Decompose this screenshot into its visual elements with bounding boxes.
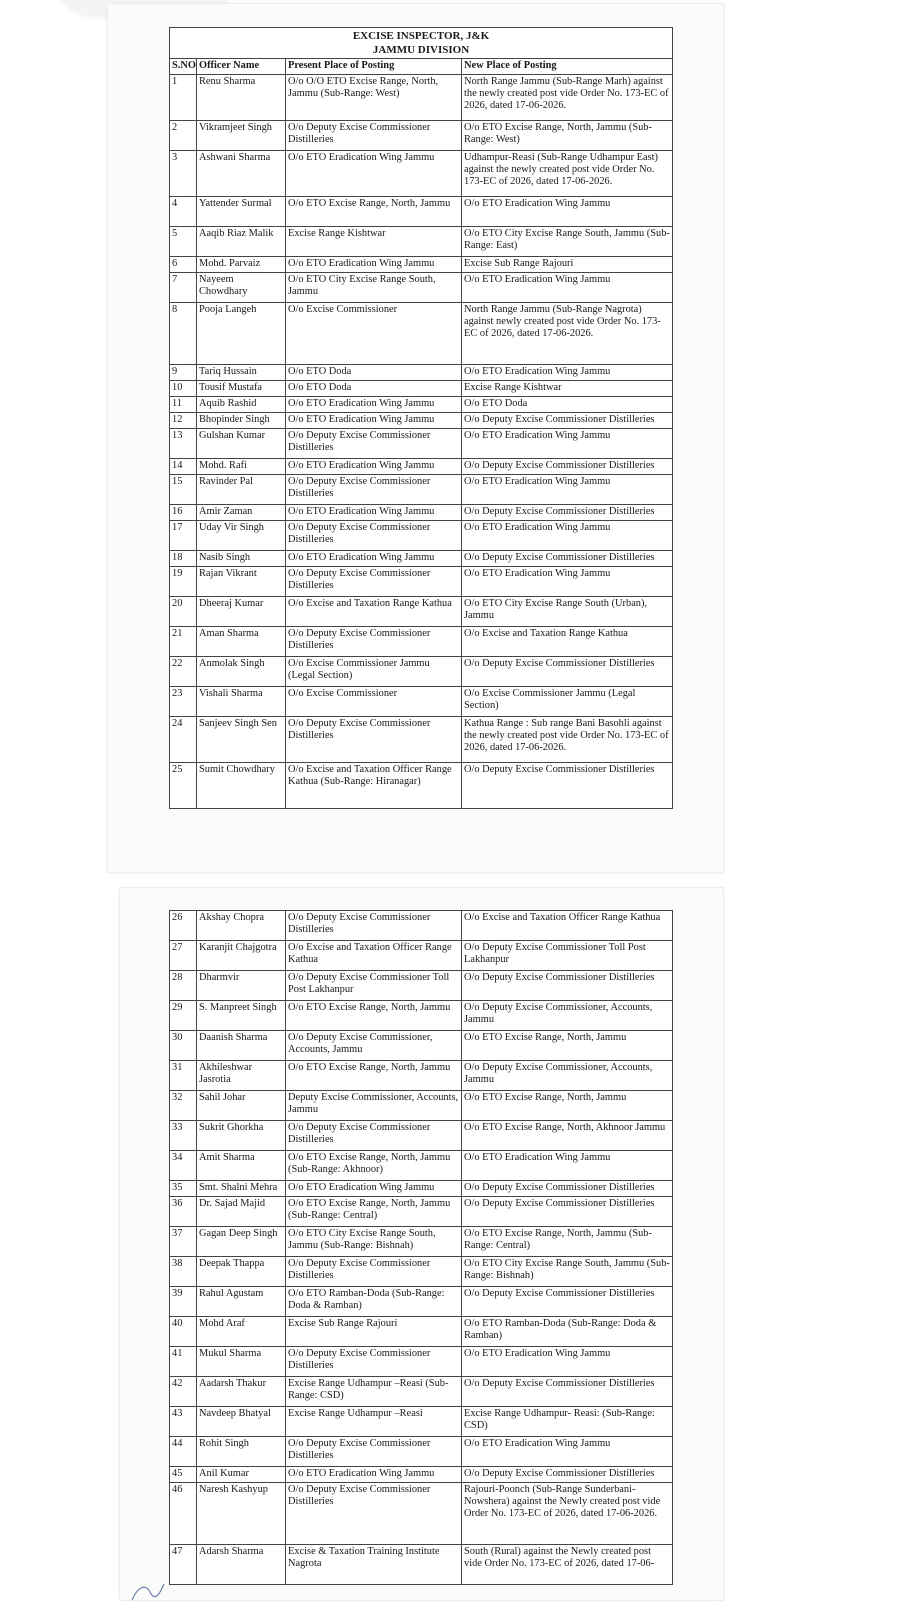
cell-new-posting: O/o ETO Excise Range, North, Jammu [462,1091,673,1121]
cell-officer-name: Mohd. Rafi [197,459,286,475]
cell-new-posting: O/o Excise Commissioner Jammu (Legal Section) [462,687,673,717]
cell-new-posting: O/o ETO Eradication Wing Jammu [462,273,673,303]
cell-present-posting: O/o Excise and Taxation Officer Range Kathua [286,941,462,971]
transfer-table-page-1 [169,27,673,809]
document-page-2 [120,888,723,1600]
cell-new-posting: O/o Deputy Excise Commissioner Distilleries [462,1197,673,1227]
cell-officer-name: Akhileshwar Jasrotia [197,1061,286,1091]
table-row [170,1031,673,1061]
cell-officer-name: Vishali Sharma [197,687,286,717]
cell-present-posting: O/o Excise and Taxation Range Kathua [286,597,462,627]
cell-officer-name: Amir Zaman [197,505,286,521]
col-header-present-posting: Present Place of Posting [286,59,462,75]
cell-sno: 11 [170,397,197,413]
cell-new-posting: O/o ETO Excise Range, North, Jammu (Sub-Range: Central) [462,1227,673,1257]
cell-sno: 26 [170,911,197,941]
cell-present-posting: O/o ETO Eradication Wing Jammu [286,397,462,413]
table-row [170,1483,673,1545]
cell-sno: 32 [170,1091,197,1121]
cell-new-posting: O/o Deputy Excise Commissioner Distilleries [462,459,673,475]
transfer-table-page-2 [169,910,673,1585]
cell-present-posting: Excise Range Kishtwar [286,227,462,257]
cell-present-posting: O/o ETO Doda [286,381,462,397]
table-row [170,687,673,717]
cell-present-posting: O/o ETO Eradication Wing Jammu [286,1181,462,1197]
column-header-row [170,59,673,75]
cell-sno: 28 [170,971,197,1001]
table-row [170,657,673,687]
cell-officer-name: Daanish Sharma [197,1031,286,1061]
cell-new-posting: O/o Deputy Excise Commissioner Toll Post Lakhanpur [462,941,673,971]
cell-new-posting: Excise Sub Range Rajouri [462,257,673,273]
cell-officer-name: Naresh Kashyup [197,1483,286,1545]
table-row [170,1091,673,1121]
cell-new-posting: O/o Deputy Excise Commissioner Distilleries [462,505,673,521]
cell-officer-name: Ravinder Pal [197,475,286,505]
cell-officer-name: Sanjeev Singh Sen [197,717,286,763]
cell-present-posting: O/o Excise Commissioner [286,303,462,365]
cell-present-posting: Excise & Taxation Training Institute Nagrota [286,1545,462,1585]
cell-officer-name: Rahul Agustam [197,1287,286,1317]
cell-present-posting: O/o Deputy Excise Commissioner Distilleries [286,429,462,459]
cell-sno: 1 [170,75,197,121]
cell-present-posting: O/o Deputy Excise Commissioner Distilleries [286,475,462,505]
cell-sno: 27 [170,941,197,971]
cell-new-posting: O/o Deputy Excise Commissioner Distilleries [462,1287,673,1317]
table-row [170,717,673,763]
cell-officer-name: Dr. Sajad Majid [197,1197,286,1227]
cell-officer-name: Uday Vir Singh [197,521,286,551]
cell-new-posting: O/o ETO Eradication Wing Jammu [462,1437,673,1467]
table-row [170,303,673,365]
cell-sno: 47 [170,1545,197,1585]
cell-sno: 15 [170,475,197,505]
cell-sno: 19 [170,567,197,597]
cell-sno: 9 [170,365,197,381]
cell-present-posting: O/o Deputy Excise Commissioner, Accounts, Jammu [286,1031,462,1061]
table-row [170,75,673,121]
cell-present-posting: O/o Deputy Excise Commissioner Distilleries [286,627,462,657]
cell-new-posting: O/o ETO Eradication Wing Jammu [462,197,673,227]
cell-sno: 22 [170,657,197,687]
cell-present-posting: Excise Sub Range Rajouri [286,1317,462,1347]
cell-new-posting: O/o Deputy Excise Commissioner Distilleries [462,657,673,687]
table-row [170,1407,673,1437]
col-header-officer-name: Officer Name [197,59,286,75]
cell-new-posting: Excise Range Kishtwar [462,381,673,397]
cell-sno: 21 [170,627,197,657]
cell-sno: 38 [170,1257,197,1287]
cell-sno: 25 [170,763,197,809]
cell-present-posting: Deputy Excise Commissioner, Accounts, Jammu [286,1091,462,1121]
cell-new-posting: O/o ETO Excise Range, North, Akhnoor Jammu [462,1121,673,1151]
table-row [170,1467,673,1483]
cell-present-posting: O/o Deputy Excise Commissioner Distilleries [286,521,462,551]
cell-present-posting: O/o ETO Eradication Wing Jammu [286,459,462,475]
cell-present-posting: O/o ETO Excise Range, North, Jammu [286,1001,462,1031]
cell-officer-name: Mohd. Parvaiz [197,257,286,273]
cell-new-posting: O/o ETO City Excise Range South (Urban), Jammu [462,597,673,627]
table-row [170,1001,673,1031]
table-row [170,1377,673,1407]
cell-sno: 42 [170,1377,197,1407]
cell-officer-name: Dharmvir [197,971,286,1001]
cell-officer-name: Rohit Singh [197,1437,286,1467]
cell-present-posting: Excise Range Udhampur –Reasi (Sub-Range: CSD) [286,1377,462,1407]
cell-present-posting: O/o ETO Excise Range, North, Jammu [286,197,462,227]
cell-new-posting: Udhampur-Reasi (Sub-Range Udhampur East) against the newly created post vide Order No. 173-EC of 2026, dated 17-06-2026. [462,151,673,197]
cell-sno: 18 [170,551,197,567]
cell-present-posting: O/o ETO Eradication Wing Jammu [286,1467,462,1483]
table-row [170,971,673,1001]
cell-officer-name: Anmolak Singh [197,657,286,687]
cell-new-posting: O/o Deputy Excise Commissioner Distilleries [462,763,673,809]
table-row [170,1151,673,1181]
cell-new-posting: O/o ETO Eradication Wing Jammu [462,365,673,381]
table-row [170,365,673,381]
table-row [170,197,673,227]
cell-new-posting: O/o Deputy Excise Commissioner Distilleries [462,1181,673,1197]
table-body-page-2 [170,911,673,1585]
cell-sno: 10 [170,381,197,397]
cell-officer-name: Aaqib Riaz Malik [197,227,286,257]
table-row [170,911,673,941]
table-row [170,475,673,505]
table-row [170,429,673,459]
cell-sno: 6 [170,257,197,273]
cell-officer-name: Mukul Sharma [197,1347,286,1377]
cell-sno: 3 [170,151,197,197]
table-row [170,413,673,429]
table-row [170,627,673,657]
cell-new-posting: O/o ETO Eradication Wing Jammu [462,521,673,551]
table-row [170,381,673,397]
cell-sno: 34 [170,1151,197,1181]
cell-officer-name: Navdeep Bhatyal [197,1407,286,1437]
cell-sno: 5 [170,227,197,257]
cell-present-posting: O/o ETO City Excise Range South, Jammu (Sub-Range: Bishnah) [286,1227,462,1257]
cell-officer-name: Aquib Rashid [197,397,286,413]
cell-officer-name: Dheeraj Kumar [197,597,286,627]
cell-sno: 41 [170,1347,197,1377]
table-row [170,567,673,597]
cell-new-posting: O/o ETO City Excise Range South, Jammu (Sub-Range: East) [462,227,673,257]
cell-officer-name: Pooja Langeh [197,303,286,365]
cell-officer-name: Sahil Johar [197,1091,286,1121]
cell-new-posting: South (Rural) against the Newly created post vide Order No. 173-EC of 2026, dated 17-06- [462,1545,673,1585]
cell-present-posting: Excise Range Udhampur –Reasi [286,1407,462,1437]
table-row [170,121,673,151]
cell-new-posting: O/o ETO Excise Range, North, Jammu (Sub-Range: West) [462,121,673,151]
cell-new-posting: Excise Range Udhampur- Reasi: (Sub-Range: CSD) [462,1407,673,1437]
table-row [170,1121,673,1151]
cell-officer-name: Sumit Chowdhary [197,763,286,809]
cell-officer-name: Nayeem Chowdhary [197,273,286,303]
table-row [170,459,673,475]
cell-present-posting: O/o ETO Excise Range, North, Jammu (Sub-Range: Central) [286,1197,462,1227]
cell-present-posting: O/o O/O ETO Excise Range, North, Jammu (Sub-Range: West) [286,75,462,121]
cell-sno: 35 [170,1181,197,1197]
cell-sno: 39 [170,1287,197,1317]
cell-sno: 31 [170,1061,197,1091]
cell-sno: 2 [170,121,197,151]
cell-new-posting: O/o ETO Eradication Wing Jammu [462,475,673,505]
cell-present-posting: O/o Deputy Excise Commissioner Distilleries [286,121,462,151]
table-row [170,397,673,413]
cell-new-posting: O/o Deputy Excise Commissioner, Accounts, Jammu [462,1001,673,1031]
cell-officer-name: Aadarsh Thakur [197,1377,286,1407]
cell-new-posting: O/o ETO Eradication Wing Jammu [462,1151,673,1181]
cell-present-posting: O/o Deputy Excise Commissioner Toll Post Lakhanpur [286,971,462,1001]
cell-officer-name: Mohd Araf [197,1317,286,1347]
cell-new-posting: O/o Deputy Excise Commissioner, Accounts, Jammu [462,1061,673,1091]
cell-present-posting: O/o Deputy Excise Commissioner Distilleries [286,717,462,763]
cell-sno: 20 [170,597,197,627]
table-row [170,597,673,627]
title-line-2: JAMMU DIVISION [372,44,470,56]
cell-sno: 29 [170,1001,197,1031]
cell-sno: 16 [170,505,197,521]
cell-present-posting: O/o ETO Eradication Wing Jammu [286,257,462,273]
cell-new-posting: North Range Jammu (Sub-Range Marh) against the newly created post vide Order No. 173-EC of 2026, dated 17-06-2026. [462,75,673,121]
cell-present-posting: O/o Excise Commissioner Jammu (Legal Section) [286,657,462,687]
cell-present-posting: O/o Deputy Excise Commissioner Distilleries [286,911,462,941]
table-row [170,1257,673,1287]
cell-sno: 46 [170,1483,197,1545]
cell-officer-name: Karanjit Chajgotra [197,941,286,971]
cell-sno: 36 [170,1197,197,1227]
table-title-row [170,28,673,59]
cell-present-posting: O/o Deputy Excise Commissioner Distilleries [286,567,462,597]
table-row [170,1227,673,1257]
cell-present-posting: O/o ETO Eradication Wing Jammu [286,505,462,521]
table-row [170,1545,673,1585]
cell-officer-name: Anil Kumar [197,1467,286,1483]
cell-present-posting: O/o Deputy Excise Commissioner Distilleries [286,1257,462,1287]
table-row [170,257,673,273]
cell-sno: 37 [170,1227,197,1257]
cell-new-posting: O/o Deputy Excise Commissioner Distilleries [462,413,673,429]
cell-officer-name: S. Manpreet Singh [197,1001,286,1031]
table-title [170,28,673,59]
cell-present-posting: O/o Deputy Excise Commissioner Distilleries [286,1437,462,1467]
cell-officer-name: Gulshan Kumar [197,429,286,459]
cell-sno: 13 [170,429,197,459]
cell-officer-name: Aman Sharma [197,627,286,657]
cell-present-posting: O/o Excise and Taxation Officer Range Kathua (Sub-Range: Hiranagar) [286,763,462,809]
cell-officer-name: Bhopinder Singh [197,413,286,429]
cell-new-posting: O/o Deputy Excise Commissioner Distilleries [462,551,673,567]
table-row [170,151,673,197]
cell-sno: 24 [170,717,197,763]
cell-new-posting: O/o ETO Eradication Wing Jammu [462,429,673,459]
cell-new-posting: North Range Jammu (Sub-Range Nagrota) against newly created post vide Order No. 173-EC of 2026, dated 17-06-2026. [462,303,673,365]
cell-officer-name: Akshay Chopra [197,911,286,941]
table-body-page-1 [170,75,673,809]
cell-present-posting: O/o ETO Eradication Wing Jammu [286,151,462,197]
cell-sno: 44 [170,1437,197,1467]
cell-sno: 45 [170,1467,197,1483]
cell-new-posting: O/o ETO Eradication Wing Jammu [462,1347,673,1377]
cell-present-posting: O/o ETO Eradication Wing Jammu [286,413,462,429]
table-row [170,273,673,303]
cell-officer-name: Tousif Mustafa [197,381,286,397]
cell-new-posting: Kathua Range : Sub range Bani Basohli against the newly created post vide Order No. 173-EC of 2026, dated 17-06-2026. [462,717,673,763]
cell-officer-name: Amit Sharma [197,1151,286,1181]
cell-officer-name: Deepak Thappa [197,1257,286,1287]
cell-present-posting: O/o ETO Excise Range, North, Jammu [286,1061,462,1091]
cell-officer-name: Yattender Surmal [197,197,286,227]
cell-new-posting: O/o ETO Excise Range, North, Jammu [462,1031,673,1061]
cell-officer-name: Tariq Hussain [197,365,286,381]
cell-officer-name: Smt. Shalni Mehra [197,1181,286,1197]
cell-new-posting: O/o Excise and Taxation Officer Range Kathua [462,911,673,941]
cell-present-posting: O/o ETO Eradication Wing Jammu [286,551,462,567]
cell-officer-name: Nasib Singh [197,551,286,567]
cell-sno: 4 [170,197,197,227]
table-row [170,1287,673,1317]
table-row [170,227,673,257]
cell-new-posting: O/o Deputy Excise Commissioner Distilleries [462,971,673,1001]
cell-sno: 7 [170,273,197,303]
table-row [170,521,673,551]
cell-present-posting: O/o ETO Ramban-Doda (Sub-Range: Doda & Ramban) [286,1287,462,1317]
cell-new-posting: Rajouri-Poonch (Sub-Range Sunderbani-Nowshera) against the Newly created post vide Order No. 173-EC of 2026, dated 17-06-2026. [462,1483,673,1545]
col-header-sno: S.NO [170,59,197,75]
cell-new-posting: O/o ETO Ramban-Doda (Sub-Range: Doda & Ramban) [462,1317,673,1347]
cell-present-posting: O/o Deputy Excise Commissioner Distilleries [286,1347,462,1377]
cell-present-posting: O/o Excise Commissioner [286,687,462,717]
cell-present-posting: O/o ETO Doda [286,365,462,381]
cell-sno: 43 [170,1407,197,1437]
table-row [170,1317,673,1347]
table-row [170,1437,673,1467]
cell-officer-name: Vikramjeet Singh [197,121,286,151]
cell-sno: 30 [170,1031,197,1061]
cell-sno: 33 [170,1121,197,1151]
title-line-1: EXCISE INSPECTOR, J&K [352,30,490,42]
cell-sno: 17 [170,521,197,551]
cell-new-posting: O/o ETO Doda [462,397,673,413]
table-row [170,1061,673,1091]
cell-new-posting: O/o Deputy Excise Commissioner Distilleries [462,1377,673,1407]
cell-present-posting: O/o ETO Excise Range, North, Jammu (Sub-Range: Akhnoor) [286,1151,462,1181]
table-row [170,1347,673,1377]
document-page-1 [108,4,723,872]
col-header-new-posting: New Place of Posting [462,59,673,75]
cell-new-posting: O/o ETO Eradication Wing Jammu [462,567,673,597]
cell-officer-name: Gagan Deep Singh [197,1227,286,1257]
cell-sno: 23 [170,687,197,717]
cell-present-posting: O/o ETO City Excise Range South, Jammu [286,273,462,303]
table-row [170,505,673,521]
table-row [170,1181,673,1197]
cell-officer-name: Adarsh Sharma [197,1545,286,1585]
cell-sno: 40 [170,1317,197,1347]
cell-sno: 14 [170,459,197,475]
cell-new-posting: O/o ETO City Excise Range South, Jammu (Sub-Range: Bishnah) [462,1257,673,1287]
cell-officer-name: Ashwani Sharma [197,151,286,197]
table-row [170,941,673,971]
cell-officer-name: Sukrit Ghorkha [197,1121,286,1151]
table-row [170,551,673,567]
cell-sno: 12 [170,413,197,429]
cell-officer-name: Renu Sharma [197,75,286,121]
cell-officer-name: Rajan Vikrant [197,567,286,597]
table-row [170,763,673,809]
cell-present-posting: O/o Deputy Excise Commissioner Distilleries [286,1483,462,1545]
cell-present-posting: O/o Deputy Excise Commissioner Distilleries [286,1121,462,1151]
signature-mark [128,1580,168,1602]
cell-sno: 8 [170,303,197,365]
cell-new-posting: O/o Excise and Taxation Range Kathua [462,627,673,657]
table-row [170,1197,673,1227]
cell-new-posting: O/o Deputy Excise Commissioner Distilleries [462,1467,673,1483]
